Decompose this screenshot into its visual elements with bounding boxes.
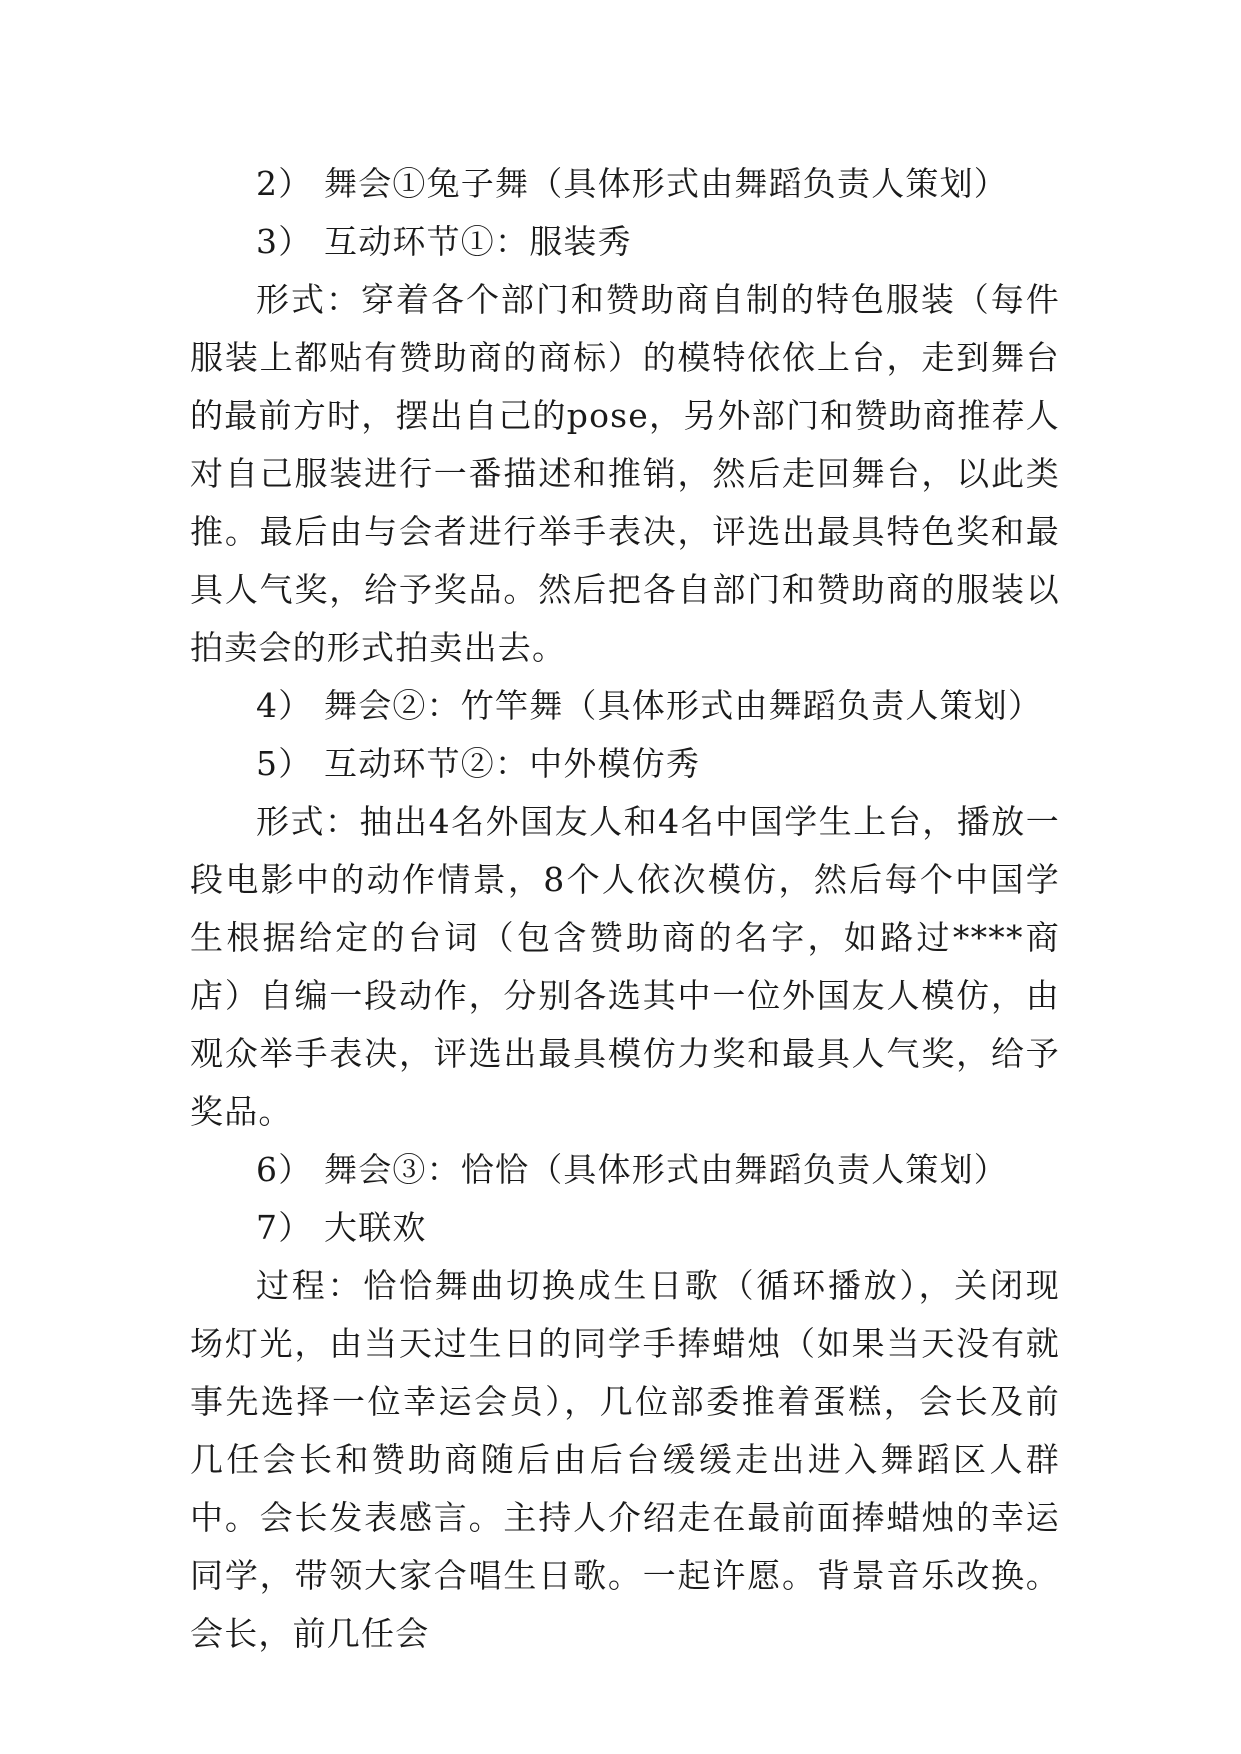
item-number: 7）	[256, 1208, 313, 1247]
item-number: 3）	[256, 222, 313, 261]
item-text: 舞会②：竹竿舞（具体形式由舞蹈负责人策划）	[324, 686, 1043, 725]
list-item-5	[190, 735, 1060, 793]
paragraph-imitation-show: 形式：抽出4名外国友人和4名中国学生上台，播放一段电影中的动作情景，8个人依次模仿，然后每个中国学生根据给定的台词（包含赞助商的名字，如路过****商店）自编一段动作，分别各选其中一位外国友人模仿，由观众举手表决，评选出最具模仿力奖和最具人气奖，给予奖品。	[190, 802, 1060, 1131]
list-item-2	[190, 155, 1060, 213]
item-number: 5）	[256, 744, 313, 783]
document-page	[190, 155, 1060, 1663]
item-text: 互动环节②：中外模仿秀	[324, 744, 701, 783]
item-text: 舞会①兔子舞（具体形式由舞蹈负责人策划）	[324, 164, 1008, 203]
list-item-6	[190, 1141, 1060, 1199]
item-text: 舞会③：恰恰（具体形式由舞蹈负责人策划）	[324, 1150, 1008, 1189]
list-item-3	[190, 213, 1060, 271]
item-text: 大联欢	[324, 1208, 427, 1247]
paragraph-fashion-show: 形式：穿着各个部门和赞助商自制的特色服装（每件服装上都贴有赞助商的商标）的模特依依上台，走到舞台的最前方时，摆出自己的pose，另外部门和赞助商推荐人对自己服装进行一番描述和推销，然后走回舞台，以此类推。最后由与会者进行举手表决，评选出最具特色奖和最具人气奖，给予奖品。然后把各自部门和赞助商的服装以拍卖会的形式拍卖出去。	[190, 280, 1060, 667]
list-item-7	[190, 1199, 1060, 1257]
paragraph-celebration: 过程：恰恰舞曲切换成生日歌（循环播放），关闭现场灯光，由当天过生日的同学手捧蜡烛（如果当天没有就事先选择一位幸运会员），几位部委推着蛋糕，会长及前几任会长和赞助商随后由后台缓缓走出进入舞蹈区人群中。会长发表感言。主持人介绍走在最前面捧蜡烛的幸运同学，带领大家合唱生日歌。一起许愿。背景音乐改换。会长，前几任会	[190, 1266, 1060, 1653]
item-number: 2）	[256, 164, 313, 203]
list-item-4	[190, 677, 1060, 735]
item-number: 6）	[256, 1150, 313, 1189]
item-text: 互动环节①：服装秀	[324, 222, 632, 261]
item-number: 4）	[256, 686, 313, 725]
